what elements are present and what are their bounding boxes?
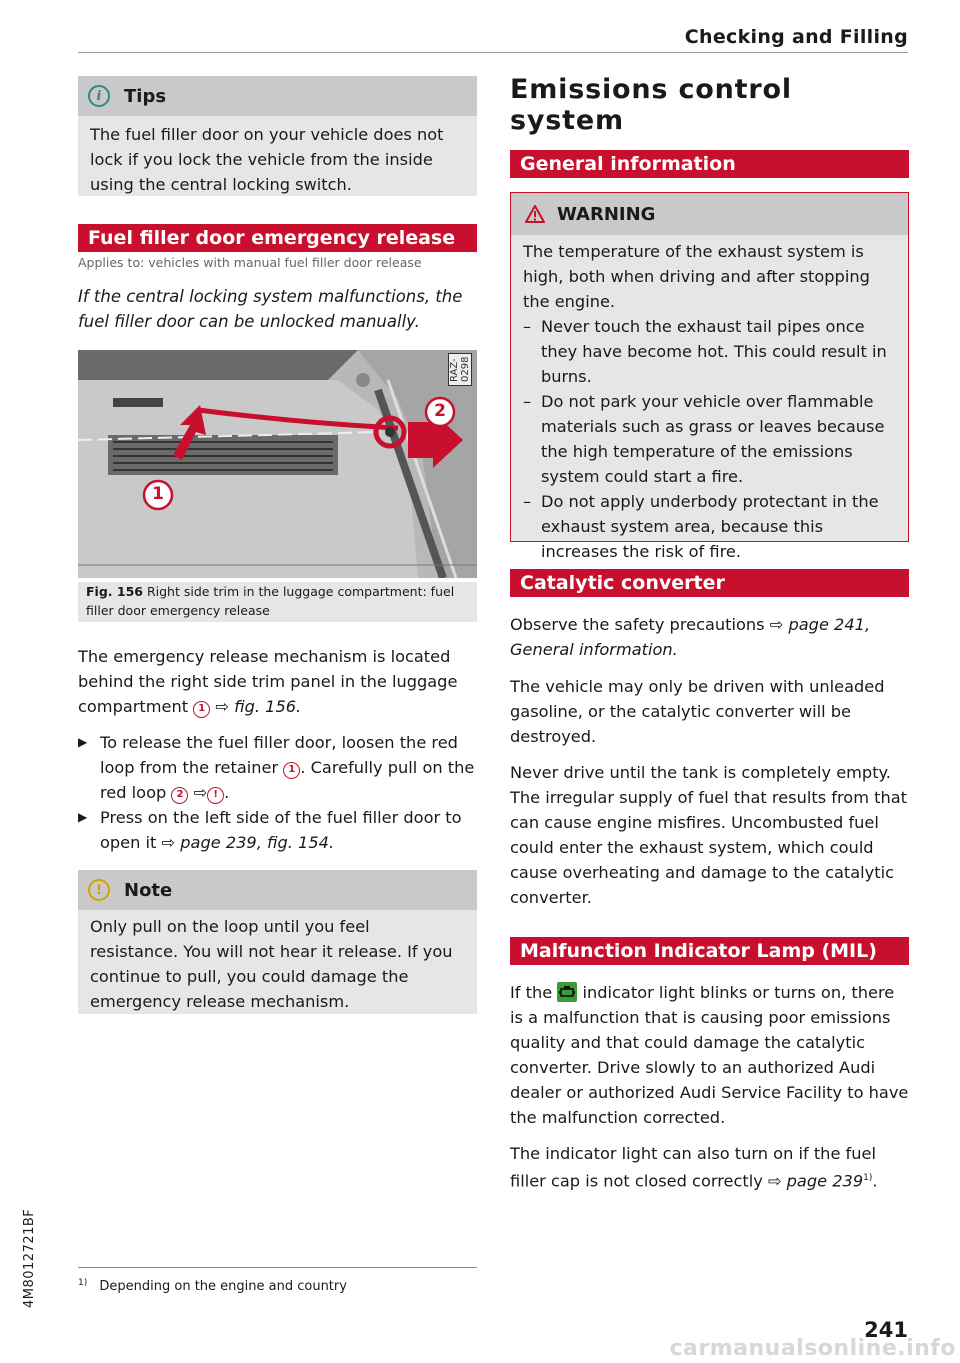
warning-item: – Never touch the exhaust tail pipes once they have become hot. This could result in burns. — [523, 317, 887, 386]
warning-box — [510, 192, 909, 561]
section-title-mil: Malfunction Indicator Lamp (MIL) — [510, 937, 909, 965]
note-heading: Note — [124, 879, 173, 901]
header-rule — [78, 52, 908, 53]
page-link[interactable]: ⇨ page 239, fig. 154. — [161, 833, 335, 852]
warning-header — [511, 193, 908, 235]
note-header — [78, 870, 477, 910]
instruction-step-1: ▶ To release the fuel filler door, loosen the red loop from the retainer 1 . Carefully pull on the red loop 2 ⇨ ! . — [78, 730, 477, 805]
tips-header — [78, 76, 477, 116]
instruction-step-2: ▶ Press on the left side of the fuel filler door to open it ⇨ page 239, fig. 154. — [78, 805, 477, 855]
fig-link[interactable]: ⇨ fig. 156. — [215, 697, 302, 716]
caption-label: Fig. 156 — [86, 584, 143, 599]
body-paragraph-1: The emergency release mechanism is located behind the right side trim panel in the luggage compartment 1 ⇨ fig. 156. — [78, 647, 458, 716]
catalytic-paragraph-3: Never drive until the tank is completely empty. The irregular supply of fuel that results from that can cause engine misfires. Uncombusted fuel could enter the exhaust system, which could cause overheating and damage to the catalytic converter. — [510, 763, 907, 907]
footnote — [78, 1278, 347, 1294]
section-title-catalytic: Catalytic converter — [510, 569, 909, 597]
callout-1: 1 — [152, 484, 164, 504]
tips-text: The fuel filler door on your vehicle does not lock if you lock the vehicle from the inside using the central locking switch. — [90, 125, 444, 194]
warning-heading: WARNING — [557, 203, 656, 225]
section-intro: If the central locking system malfunctions, the fuel filler door can be unlocked manually. — [78, 287, 463, 331]
mil-paragraph-1: If the indicator light blinks or turns on, there is a malfunction that is causing poor emissions quality and that could damage the catalytic converter. Drive slowly to an authorized Audi dealer or authorized Audi Service Facility to have the malfunction corrected. — [510, 983, 909, 1127]
warning-item: – Do not park your vehicle over flammable materials such as grass or leaves because the high temperature of the emissions system could start a fire. — [523, 392, 885, 486]
footnote-mark: 1) — [78, 1278, 88, 1288]
footnote-text: Depending on the engine and country — [99, 1279, 347, 1295]
warning-list — [511, 314, 907, 564]
applies-to-text: Applies to: vehicles with manual fuel filler door release — [78, 255, 422, 270]
mil-paragraph-2: The indicator light can also turn on if the fuel filler cap is not closed correctly ⇨ page 239$^{1)}$. — [510, 1144, 878, 1191]
section-title-general: General information — [510, 150, 909, 178]
catalytic-paragraph-1: Observe the safety precautions ⇨ page 241, General information. — [510, 615, 871, 659]
info-icon: i — [88, 85, 110, 107]
tips-box — [78, 76, 477, 196]
note-box — [78, 870, 477, 1014]
figure-156 — [78, 350, 477, 578]
catalytic-paragraph-2: The vehicle may only be driven with unleaded gasoline, or the catalytic converter will be destroyed. — [510, 677, 885, 746]
chapter-title: Emissions control system — [510, 74, 792, 136]
page-link[interactable]: ⇨ page 239 — [767, 1171, 864, 1191]
footnote-ref: 1) — [863, 1173, 873, 1183]
caption-text: Right side trim in the luggage compartment: fuel filler door emergency release — [86, 584, 455, 618]
ref-circle-1: 1 — [193, 701, 210, 718]
caution-icon: ! — [88, 879, 110, 901]
engine-check-icon — [557, 982, 577, 1002]
callout-2: 2 — [434, 401, 446, 421]
note-text: Only pull on the loop until you feel resistance. You will not hear it release. If you continue to pull, you could damage the emergency release mechanism. — [90, 917, 453, 1011]
ref-circle-2: 2 — [171, 787, 188, 804]
figure-code: RAZ-0298 — [448, 353, 472, 386]
doc-code: 4M8012721BF — [22, 1208, 37, 1308]
tips-heading: Tips — [124, 85, 167, 107]
bullet-arrow-icon: ▶ — [78, 810, 88, 824]
trim-panel-illustration — [78, 350, 477, 578]
bullet-arrow-icon: ▶ — [78, 735, 88, 749]
instruction-list — [78, 730, 477, 855]
section-title-fuel-door: Fuel filler door emergency release — [78, 224, 477, 252]
figure-caption — [78, 582, 477, 622]
footnote-rule — [78, 1267, 477, 1268]
warning-triangle-icon — [525, 205, 545, 223]
note-ref-icon[interactable]: ! — [207, 787, 224, 804]
running-header: Checking and Filling — [684, 26, 908, 48]
arrow-icon: ⇨ — [193, 783, 208, 802]
page-link[interactable]: ⇨ page 241, General information. — [510, 615, 871, 659]
page-number: 241 — [864, 1318, 908, 1342]
warning-intro: The temperature of the exhaust system is high, both when driving and after stopping the engine. — [523, 242, 870, 311]
watermark: carmanualsonline.info — [669, 1336, 956, 1361]
warning-item: – Do not apply underbody protectant in the exhaust system area, because this increases the risk of fire. — [523, 492, 879, 561]
ref-circle-1: 1 — [283, 762, 300, 779]
